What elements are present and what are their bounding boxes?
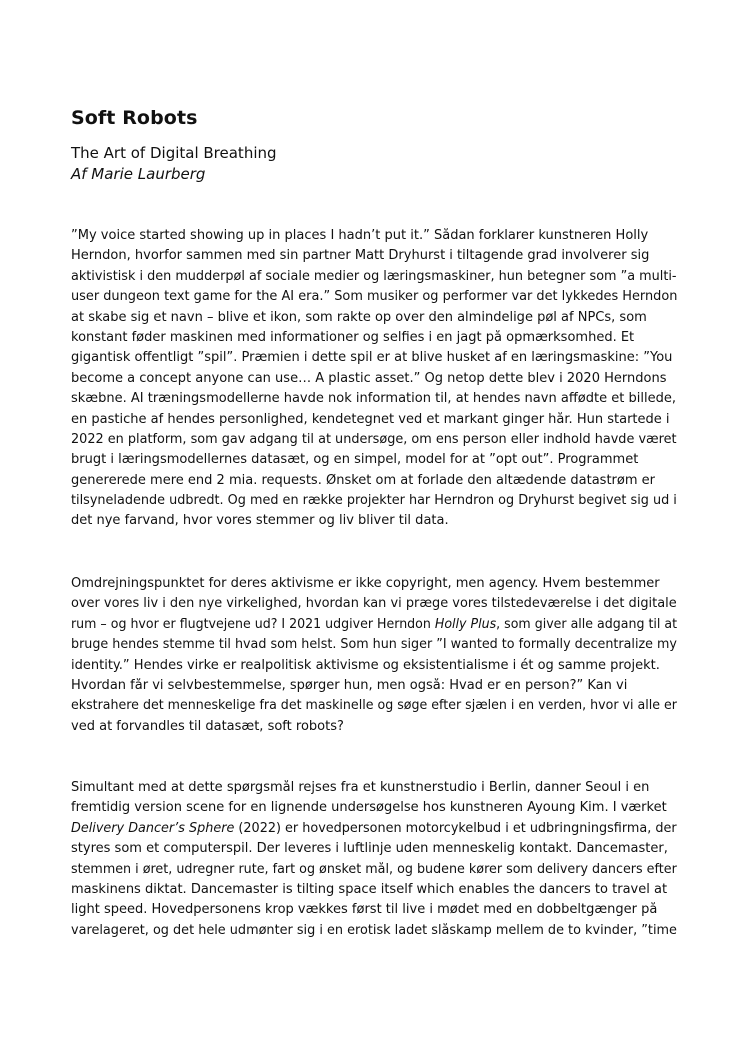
text-segment: (2022) er hovedpersonen motorcykelbud i et udbringningsfirma, der <box>234 820 677 836</box>
text-line: en pastiche af hendes personlighed, kendetegnet ved et markant ginger hår. Hun startede i <box>71 411 670 427</box>
article-title: Soft Robots <box>71 107 198 129</box>
text-line: become a concept anyone can use… A plastic asset.” Og netop dette blev i 2020 Herndons <box>71 370 667 386</box>
text-line: varelageret, og det hele udmønter sig i en erotisk ladet slåskamp mellem de to kvinder, ”time <box>71 922 677 938</box>
text-line: tilsyneladende udbredt. Og med en række projekter har Herndron og Dryhurst begivet sig ud i <box>71 493 677 509</box>
text-line: maskinens diktat. Dancemaster is tilting space itself which enables the dancers to travel at <box>71 881 668 897</box>
text-line: identity.” Hendes virke er realpolitisk aktivisme og eksistentialisme i ét og samme projekt. <box>71 657 660 673</box>
text-line: Omdrejningspunktet for deres aktivisme er ikke copyright, men agency. Hvem bestemmer <box>71 576 660 591</box>
text-segment: , som giver alle adgang til at <box>496 616 678 632</box>
article-author: Af Marie Laurberg <box>71 165 206 183</box>
text-line: skæbne. AI træningsmodellerne havde nok information til, at hendes navn affødte et billede, <box>71 391 676 407</box>
text-line: stemmen i øret, udregner rute, fart og ønsket mål, og budene kører som delivery dancers efter <box>71 861 677 877</box>
text-line: at skabe sig et navn – blive et ikon, som rakte op over den almindelige pøl af NPCs, som <box>71 309 647 325</box>
text-line: gigantisk offentligt ”spil”. Præmien i dette spil er at blive husket af en læringsmaskine: ”You <box>71 350 673 366</box>
text-line <box>71 819 677 839</box>
text-line: brugt i læringsmodellernes datasæt, og en simpel, model for at ”opt out”. Programmet <box>71 452 639 468</box>
text-line: aktivistisk i den mudderpøl af sociale medier og læringsmaskiner, hun betegner som ”a multi- <box>71 268 677 284</box>
text-line: Hvordan får vi selvbestemmelse, spørger hun, men også: Hvad er en person?” Kan vi <box>71 677 628 693</box>
text-line: over vores liv i den nye virkelighed, hvordan kan vi præge vores tilstedeværelse i det digitale <box>71 596 677 612</box>
text-line: user dungeon text game for the AI era.” Som musiker og performer var det lykkedes Herndon <box>71 289 678 305</box>
text-segment: rum – og hvor er flugtvejene ud? I 2021 udgiver Herndon <box>71 616 435 632</box>
text-line: konstant føder maskinen med informationer og selfies i en jagt på opmærksomhed. Et <box>71 329 635 345</box>
text-line: fremtidig version scene for en lignende undersøgelse hos kunstneren Ayoung Kim. I værket <box>71 800 667 816</box>
text-line: Herndon, hvorfor sammen med sin partner Matt Dryhurst i tiltagende grad involverer sig <box>71 248 650 264</box>
paragraph-3 <box>71 778 681 941</box>
text-line <box>71 615 678 635</box>
text-line: ekstrahere det menneskelige fra det maskinelle og søge efter sjælen i en verden, hvor vi alle er <box>71 698 677 714</box>
text-line: ved at forvandles til datasæt, soft robots? <box>71 718 344 734</box>
text-line: genererede mere end 2 mia. requests. Ønsket om at forlade den altædende datastrøm er <box>71 472 656 488</box>
text-line: bruge hendes stemme til hvad som helst. Som hun siger ”I wanted to formally decentralize my <box>71 637 677 653</box>
article-subtitle: The Art of Digital Breathing <box>71 144 277 162</box>
text-line: det nye farvand, hvor vores stemmer og liv bliver til data. <box>71 513 449 529</box>
text-line: styres som et computerspil. Der leveres i luftlinje uden menneskelig kontakt. Dancemaster, <box>71 841 668 857</box>
work-title-italic: Delivery Dancer’s Sphere <box>71 820 235 836</box>
paragraph-2 <box>71 574 681 737</box>
text-line: 2022 en platform, som gav adgang til at undersøge, om ens person eller indhold havde været <box>71 431 677 447</box>
text-line: light speed. Hovedpersonens krop vækkes først til live i mødet med en dobbeltgænger på <box>71 902 658 918</box>
text-line: ”My voice started showing up in places I hadn’t put it.” Sådan forklarer kunstneren Holly <box>71 228 649 243</box>
work-title-italic: Holly Plus <box>434 616 497 632</box>
text-line: Simultant med at dette spørgsmål rejses fra et kunstnerstudio i Berlin, danner Seoul i en <box>71 780 650 795</box>
paragraph-1 <box>71 226 681 532</box>
